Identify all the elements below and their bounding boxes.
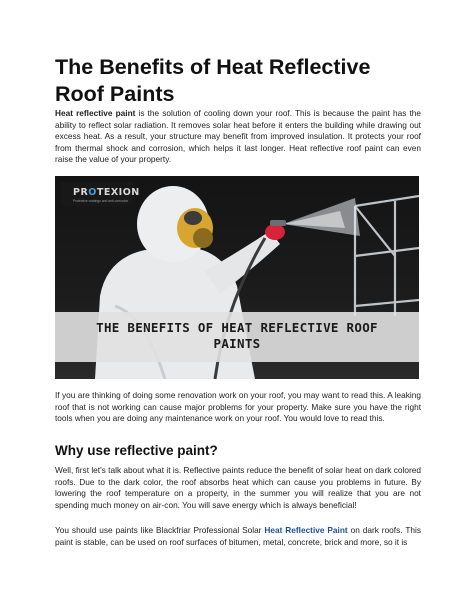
intro-paragraph — [55, 108, 421, 166]
why-paragraph: Well, first let's talk about what it is. Reflective paints reduce the benefit of solar heat on dark colored roofs. Due to the dark color, the roof absorbs heat which can cause you problems in future. By lowering the roof temperature on a property, in the summer you will realize that you are not spending much money on air-con. You will save energy which is always beneficial! — [55, 465, 421, 510]
section-heading: Why use reflective paint? — [55, 443, 218, 458]
page-title: The Benefits of Heat Reflective Roof Paints — [55, 55, 371, 106]
banner-line-1: THE BENEFITS OF HEAT REFLECTIVE ROOF — [96, 320, 378, 335]
intro-lead-bold: Heat reflective paint — [55, 108, 136, 118]
last-paragraph-before-link: You should use paints like Blackfriar Professional Solar — [55, 525, 265, 535]
spray-gun — [270, 220, 286, 226]
last-paragraph-after-link: on dark roofs. This paint is stable, can be used on roof surfaces of bitumen, metal, concrete, brick and more, so it is — [55, 525, 422, 547]
intro-text: is the solution of cooling down your roof. This is because the paint has the ability to reflect solar radiation. It removes solar heat before it enters the building while drawing out excess heat. As a result, your structure may benefit from improved insulation. It protects your roof from thermal shock and corrosion, which helps it last longer. Heat reflective roof paint can even raise the value of your property. — [55, 108, 421, 165]
protexion-logo — [63, 182, 140, 204]
logo-text-prefix: PR — [73, 187, 89, 198]
logo-tagline: Protective coatings and anti-corrosion — [73, 199, 129, 203]
hero-image — [55, 176, 419, 379]
heat-reflective-paint-link[interactable]: Heat Reflective Paint — [264, 525, 348, 535]
hero-banner-text — [55, 320, 419, 352]
logo-text-suffix: TEXION — [96, 187, 140, 198]
metal-frame — [355, 196, 419, 316]
renovation-paragraph: If you are thinking of doing some renovation work on your roof, you may want to read this. A leaking roof that is not working can cause major problems for your property. Make sure you have the right tools when you are doing any maintenance work on your roof. You would love to read this. — [55, 390, 421, 424]
banner-line-2: PAINTS — [213, 336, 261, 351]
last-paragraph — [55, 525, 421, 548]
red-glove — [265, 224, 285, 240]
logo-text-o: O — [88, 187, 97, 198]
